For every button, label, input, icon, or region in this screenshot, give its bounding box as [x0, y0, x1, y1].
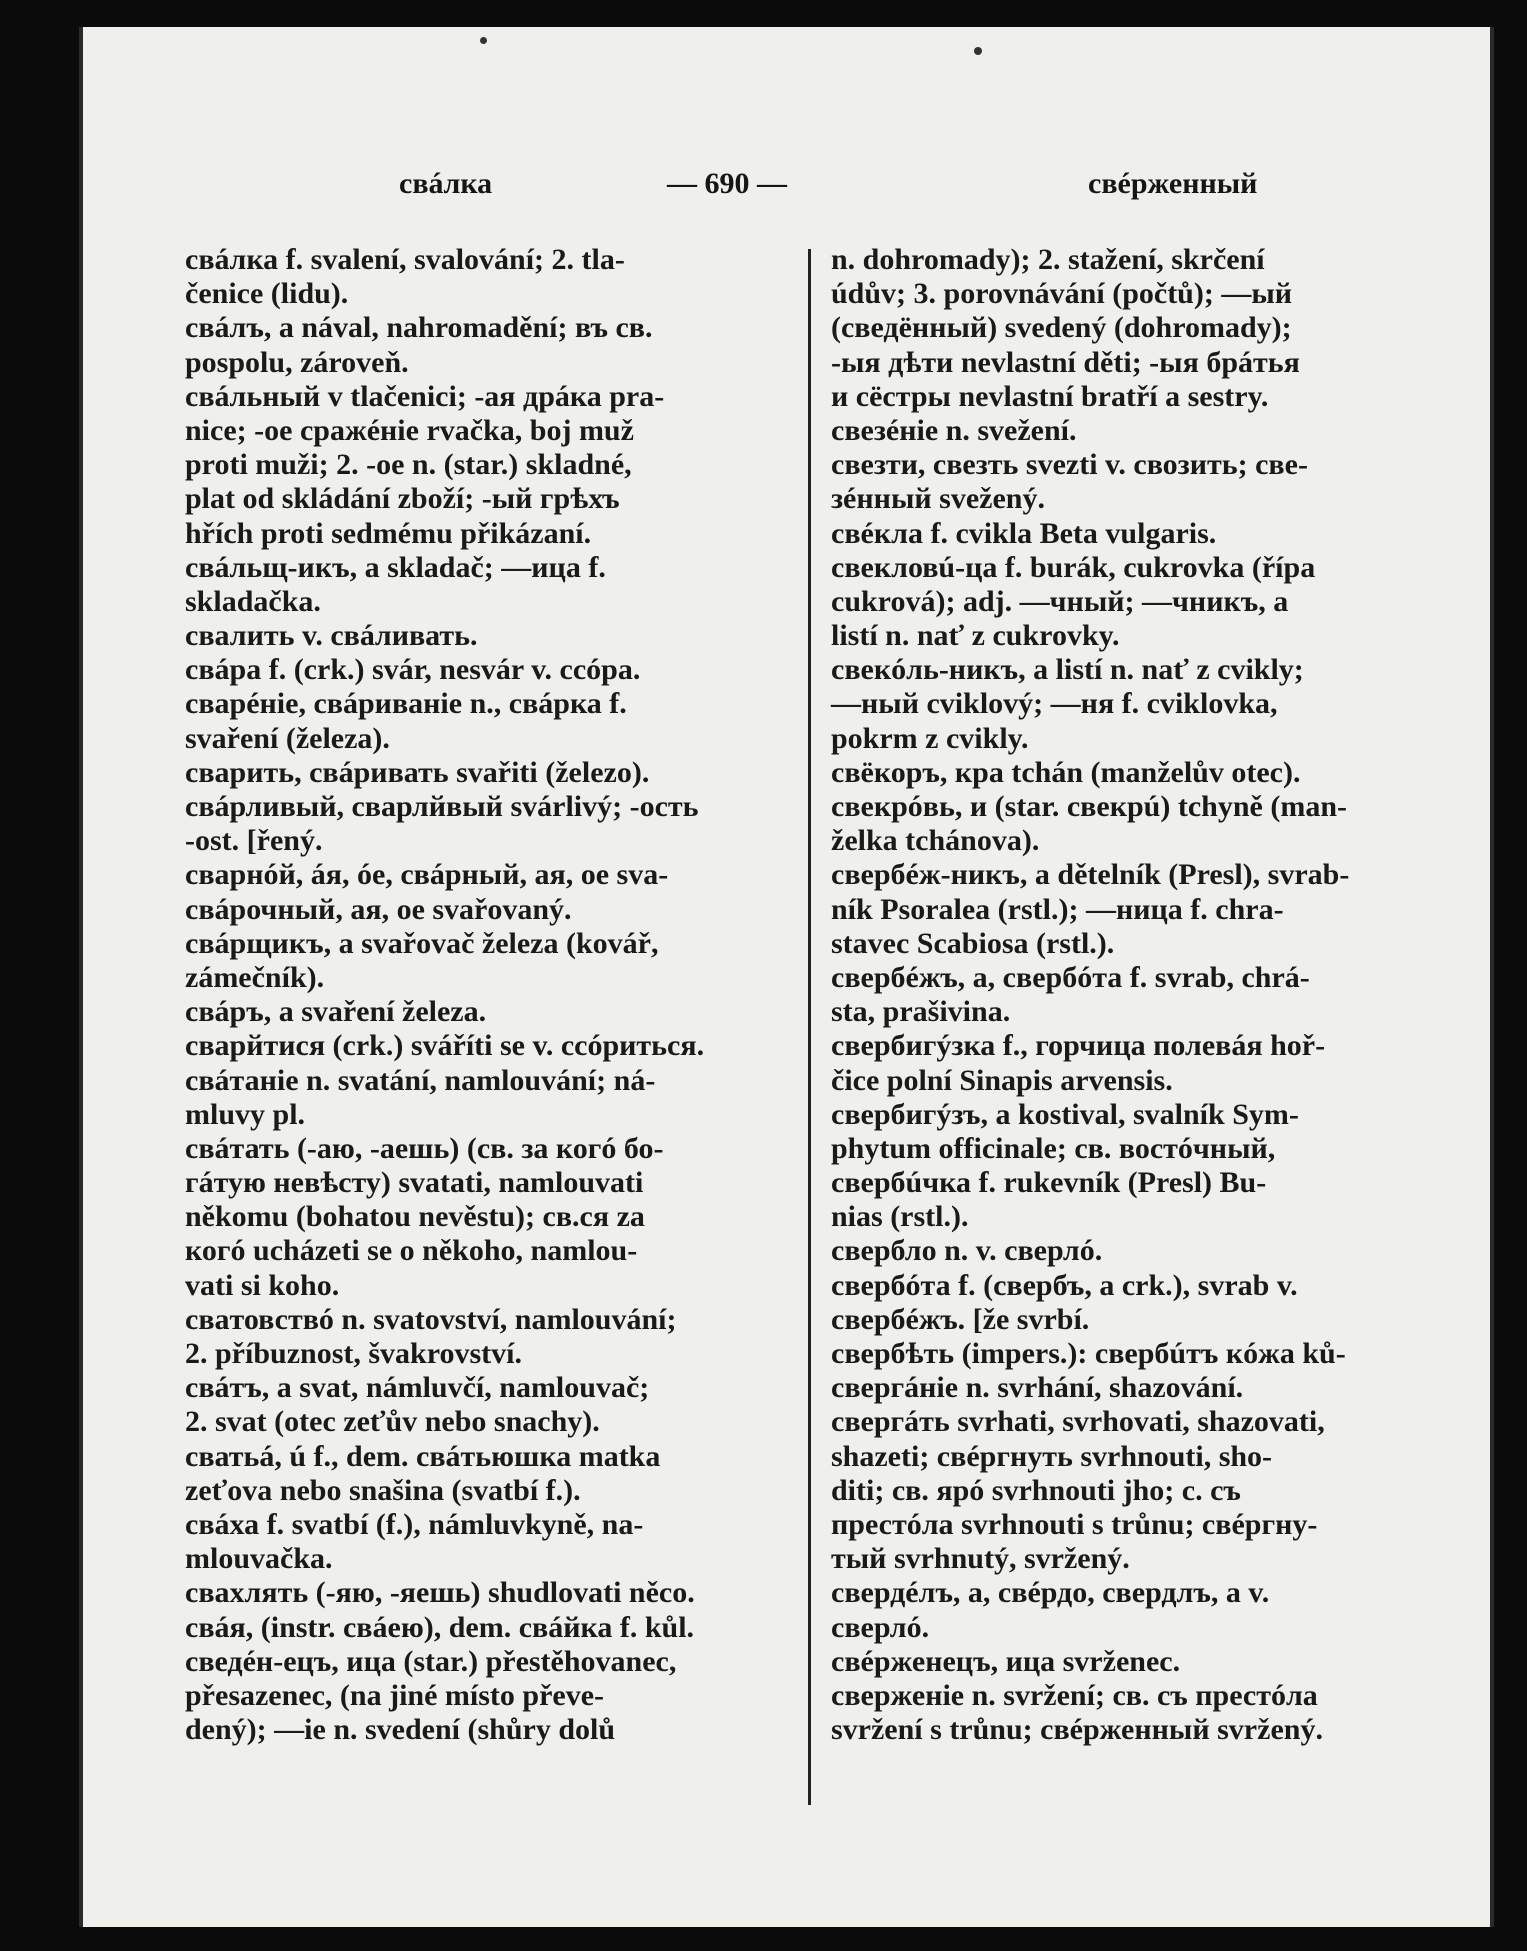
entry-line: listí n. nať z cukrovky. — [831, 619, 1120, 653]
entry-line: přesazenec, (na jiné místo převe- — [185, 1678, 605, 1712]
entry-line: cukrová); adj. —чный; —чникъ, a — [831, 584, 1289, 618]
ink-speck — [480, 37, 487, 44]
entry-line: свезéніе n. svežení. — [831, 413, 1077, 447]
entry-line: свербигýзка f., горчица полевáя hoř- — [831, 1029, 1326, 1063]
entry-line: свáха f. svatbí (f.), námluvkyně, na- — [185, 1507, 644, 1541]
entry-line: свердéлъ, a, свéрдо, свердлъ, a v. — [831, 1576, 1270, 1610]
entry-line: свáлка f. svalení, svalování; 2. tla- — [185, 243, 625, 276]
entry-line: свáра f. (crk.) svár, nesvár v. ссóра. — [185, 653, 641, 687]
entry-line: nice; -ое сражéніе rvačka, boj muž — [185, 413, 634, 447]
entry-line: свáрочный, ая, ое svařovaný. — [185, 892, 572, 926]
entry-line: zámečník). — [185, 960, 325, 994]
entry-line: свербигýзъ, a kostival, svalník Sym- — [831, 1097, 1299, 1131]
entry-line: mluvy pl. — [185, 1097, 306, 1131]
entry-line: свергáть svrhati, svrhovati, shazovati, — [831, 1405, 1325, 1439]
entry-line: свáльный v tlačenici; -ая дрáка pra- — [185, 379, 665, 413]
entry-line: свёкоръ, кра tchán (manželův otec). — [831, 755, 1301, 789]
entry-line: и сёстры nevlastní bratří a sestry. — [831, 379, 1269, 413]
entry-line: diti; св. ярó svrhnouti jho; с. съ — [831, 1473, 1241, 1507]
entry-line: skladačka. — [185, 584, 321, 618]
entry-line: někomu (bohatou nevěstu); св.ся za — [185, 1200, 645, 1234]
entry-line: сварéніе, свáриваніе n., свáрка f. — [185, 687, 627, 721]
entry-line: зéнный svežený. — [831, 482, 1045, 516]
page-header — [83, 167, 1490, 207]
entry-line: свáрщикъ, a svařovač železa (kovář, — [185, 926, 659, 960]
entry-line: čice polní Sinapis arvensis. — [831, 1063, 1173, 1097]
entry-line: сварйтися (crk.) sváříti se v. ссóриться. — [185, 1029, 705, 1063]
entry-line: сверлó. — [831, 1610, 930, 1644]
entry-line: hřích proti sedmému přikázaní. — [185, 516, 592, 550]
entry-line: сверженіе n. svržení; св. съ престóла — [831, 1678, 1318, 1712]
entry-line: свербéж-никъ, a dětelník (Presl), svrab- — [831, 858, 1350, 892]
entry-line: сварить, свáривать svařiti (železo). — [185, 755, 650, 789]
entry-line: свахлять (-яю, -яешь) shudlovati něco. — [185, 1576, 695, 1610]
entry-line: свáтать (-аю, -аешь) (св. за когó бо- — [185, 1131, 664, 1165]
entry-line: dený); —ie n. svedení (shůry dolů — [185, 1713, 616, 1747]
entry-line: свербóта f. (свербъ, a crk.), svrab v. — [831, 1268, 1298, 1302]
entry-line: -ost. [řený. — [185, 824, 323, 858]
entry-line: pospolu, zároveň. — [185, 345, 409, 379]
entry-line: свергáніе n. svrhání, shazování. — [831, 1371, 1244, 1405]
entry-line: želka tchánova). — [831, 824, 1040, 858]
entry-line: shazeti; свéргнуть svrhnouti, sho- — [831, 1439, 1273, 1473]
entry-line: svržení s trůnu; свéрженный svržený. — [831, 1713, 1323, 1747]
page-number: — 690 — — [667, 167, 787, 200]
entry-line: свéрженецъ, ица svrženec. — [831, 1644, 1181, 1678]
entry-line: свалить v. свáливать. — [185, 619, 478, 653]
entry-line: údův; 3. porovnávání (počtů); —ый — [831, 277, 1293, 311]
entry-line: 2. příbuznost, švakrovství. — [185, 1337, 523, 1370]
entry-line: svaření (železa). — [185, 721, 390, 755]
entry-line: proti muži; 2. -ое n. (star.) skladné, — [185, 448, 632, 482]
entry-line: vati si koho. — [185, 1268, 340, 1302]
entry-line: гáтую невѣсту) svatati, namlouvati — [185, 1166, 644, 1200]
entry-line: mlouvačka. — [185, 1542, 333, 1576]
entry-line: свáръ, a svaření železa. — [185, 995, 487, 1029]
entry-line: 2. svat (otec zeťův nebo snachy). — [185, 1405, 600, 1439]
entry-line: свербѣть (impers.): свербúтъ кóжа ků- — [831, 1337, 1346, 1370]
entry-line: свезти, свезть svezti v. свозить; све- — [831, 448, 1308, 482]
entry-line: nias (rstl.). — [831, 1200, 969, 1234]
entry-line: свáтъ, a svat, námluvčí, namlouvač; — [185, 1371, 650, 1405]
entry-line: свáльщ-икъ, a skladač; —ица f. — [185, 550, 606, 584]
entry-line: n. dohromady); 2. stažení, skrčení — [831, 243, 1265, 276]
entry-line: когó ucházeti se o někoho, namlou- — [185, 1234, 638, 1268]
entry-line: сведéн-ецъ, ица (star.) přestěhovanec, — [185, 1644, 677, 1678]
entry-line: phytum officinale; св. востóчный, — [831, 1131, 1276, 1165]
entry-line: свекóль-никъ, a listí n. nať z cvikly; — [831, 653, 1304, 687]
entry-line: sta, prašivina. — [831, 995, 1011, 1029]
entry-line: свекрóвь, и (star. свекрú) tchyně (man- — [831, 790, 1347, 823]
entry-line: свербéжъ, a, свербóта f. svrab, chrá- — [831, 960, 1310, 994]
entry-line: свáлъ, a nával, nahromadění; въ св. — [185, 311, 653, 345]
entry-line: —ный cviklový; —ня f. cviklovka, — [831, 687, 1278, 721]
entry-line: престóла svrhnouti s trůnu; свéргну- — [831, 1507, 1318, 1541]
entry-line: свербло n. v. сверлó. — [831, 1234, 1103, 1268]
header-right-word: свéрженный — [1088, 167, 1258, 200]
entry-line: свáрливый, сварлйвый svárlivý; -ость — [185, 790, 699, 823]
entry-line: -ыя дѣти nevlastní děti; -ыя брáтья — [831, 345, 1300, 379]
entry-line: čenice (lidu). — [185, 277, 349, 311]
header-left-word: свáлка — [399, 167, 493, 200]
entry-line: свербéжъ. [že svrbí. — [831, 1302, 1090, 1336]
column-divider — [808, 249, 811, 1805]
dictionary-page — [79, 27, 1494, 1927]
entry-line: pokrm z cvikly. — [831, 721, 1029, 755]
entry-line: сварнóй, áя, óе, свáрный, ая, ое sva- — [185, 858, 669, 892]
left-column — [185, 243, 780, 1747]
right-column — [831, 243, 1428, 1747]
entry-line: ník Psoralea (rstl.); —ница f. chra- — [831, 892, 1284, 926]
entry-line: свекловú-ца f. burák, cukrovka (řípa — [831, 550, 1316, 584]
entry-line: plat od skládání zboží; -ый грѣхъ — [185, 482, 620, 516]
entry-line: zeťova nebo snašina (svatbí f.). — [185, 1473, 581, 1507]
entry-line: (сведённый) svedený (dohromady); — [831, 311, 1292, 345]
entry-line: сватьá, ú f., dem. свáтьюшка matka — [185, 1439, 661, 1473]
entry-line: тый svrhnutý, svržený. — [831, 1542, 1130, 1576]
entry-line: свáтаніе n. svatání, namlouvání; ná- — [185, 1063, 656, 1097]
entry-line: stavec Scabiosa (rstl.). — [831, 926, 1115, 960]
entry-line: свáя, (instr. свáею), dem. свáйка f. kůl. — [185, 1610, 695, 1644]
entry-line: свaтовствó n. svatovství, namlouvání; — [185, 1302, 677, 1336]
entry-line: свербúчка f. rukevník (Presl) Bu- — [831, 1166, 1267, 1200]
ink-speck — [974, 47, 982, 55]
entry-line: свéкла f. cvikla Beta vulgaris. — [831, 516, 1217, 550]
